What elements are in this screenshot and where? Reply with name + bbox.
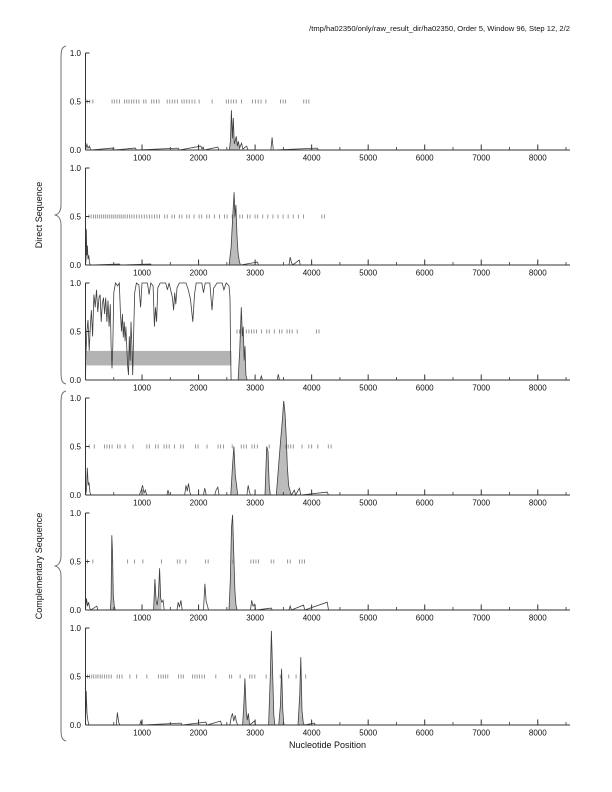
- x-tick-label: 6000: [415, 153, 434, 163]
- x-tick-label: 7000: [472, 153, 491, 163]
- y-tick-label: 0.0: [69, 146, 81, 155]
- x-tick-label: 4000: [302, 268, 321, 278]
- x-tick-label: 5000: [359, 268, 378, 278]
- x-tick-label: 2000: [189, 498, 208, 508]
- panel-complementary-3: [70, 624, 570, 738]
- x-tick-label: 6000: [415, 613, 434, 623]
- x-tick-label: 5000: [359, 728, 378, 738]
- x-tick-label: 4000: [302, 728, 321, 738]
- signal-curve: [86, 110, 571, 150]
- x-tick-label: 1000: [133, 613, 151, 623]
- y-tick-label: 0.5: [69, 442, 81, 452]
- x-tick-label: 6000: [415, 498, 434, 508]
- x-tick-label: 6000: [415, 268, 434, 278]
- direct-group-brace: [55, 46, 67, 384]
- orf-marks: [89, 215, 324, 219]
- y-tick-label: 1.0: [69, 624, 81, 633]
- x-tick-label: 7000: [472, 383, 491, 393]
- gene-region-bar: [87, 351, 232, 366]
- y-tick-label: 0.5: [69, 97, 81, 107]
- y-tick-label: 1.0: [69, 279, 81, 288]
- y-tick-label: 0.5: [69, 672, 81, 682]
- x-axis: [86, 145, 571, 163]
- x-tick-label: 5000: [359, 498, 378, 508]
- x-tick-label: 2000: [189, 383, 208, 393]
- direct-sequence-label: Direct Sequence: [34, 181, 44, 249]
- orf-marks: [89, 445, 331, 449]
- x-tick-label: 5000: [359, 613, 378, 623]
- complementary-sequence-label: Complementary Sequence: [34, 512, 44, 620]
- x-tick-label: 8000: [528, 153, 547, 163]
- x-tick-label: 1000: [133, 498, 151, 508]
- y-tick-label: 1.0: [69, 164, 81, 173]
- orf-marks: [237, 330, 319, 334]
- x-tick-label: 7000: [472, 498, 491, 508]
- x-tick-label: 8000: [528, 498, 547, 508]
- x-tick-label: 4000: [302, 498, 321, 508]
- x-tick-label: 5000: [359, 153, 378, 163]
- x-tick-label: 4000: [302, 153, 321, 163]
- orf-marks: [87, 100, 309, 104]
- signal-curve: [86, 192, 571, 265]
- y-tick-label: 0.0: [69, 376, 81, 385]
- y-tick-label: 0.5: [69, 327, 81, 337]
- x-tick-label: 8000: [528, 613, 547, 623]
- x-tick-label: 6000: [415, 728, 434, 738]
- x-tick-label: 1000: [133, 268, 151, 278]
- x-tick-label: 3000: [246, 268, 265, 278]
- y-tick-label: 0.5: [69, 212, 81, 222]
- panel-direct-3: [70, 279, 570, 393]
- panel-complementary-1: [70, 394, 570, 508]
- x-tick-label: 3000: [246, 383, 265, 393]
- x-tick-label: 8000: [528, 268, 547, 278]
- complementary-group-brace: [55, 391, 67, 741]
- x-tick-label: 6000: [415, 383, 434, 393]
- x-tick-label: 2000: [189, 153, 208, 163]
- y-axis: [70, 49, 90, 155]
- x-axis: [86, 720, 571, 738]
- y-tick-label: 0.0: [69, 261, 81, 270]
- x-axis: [86, 490, 571, 508]
- x-tick-label: 2000: [189, 268, 208, 278]
- y-tick-label: 0.0: [69, 606, 81, 615]
- x-tick-label: 8000: [528, 383, 547, 393]
- figure-title: /tmp/ha02350/only/raw_result_dir/ha02350, Order 5, Window 96, Step 12, 2/2: [309, 24, 570, 33]
- spike-fill: [110, 515, 237, 610]
- panel-complementary-2: [70, 509, 570, 623]
- x-tick-label: 1000: [133, 728, 151, 738]
- x-axis: [86, 375, 571, 393]
- panel-direct-1: [70, 49, 570, 163]
- signal-curve: [86, 283, 571, 380]
- spike-fill: [231, 401, 291, 495]
- x-tick-label: 2000: [189, 728, 208, 738]
- x-tick-label: 4000: [302, 383, 321, 393]
- y-tick-label: 1.0: [69, 49, 81, 58]
- y-axis: [70, 279, 90, 385]
- x-tick-label: 7000: [472, 268, 491, 278]
- y-tick-label: 1.0: [69, 394, 81, 403]
- x-tick-label: 5000: [359, 383, 378, 393]
- x-tick-label: 1000: [133, 383, 151, 393]
- x-tick-label: 7000: [472, 728, 491, 738]
- x-tick-label: 1000: [133, 153, 151, 163]
- signal-curve: [86, 515, 571, 610]
- y-tick-label: 0.0: [69, 491, 81, 500]
- x-tick-label: 8000: [528, 728, 547, 738]
- y-tick-label: 0.5: [69, 557, 81, 567]
- x-tick-label: 3000: [246, 728, 265, 738]
- x-axis: [86, 260, 571, 278]
- panel-direct-2: [70, 164, 570, 278]
- y-tick-label: 0.0: [69, 721, 81, 730]
- x-axis-title: Nucleotide Position: [288, 740, 367, 750]
- x-tick-label: 4000: [302, 613, 321, 623]
- orf-marks: [87, 560, 304, 564]
- y-tick-label: 1.0: [69, 509, 81, 518]
- x-tick-label: 7000: [472, 613, 491, 623]
- x-tick-label: 3000: [246, 498, 265, 508]
- x-tick-label: 3000: [246, 153, 265, 163]
- y-axis: [70, 624, 90, 730]
- x-tick-label: 3000: [246, 613, 265, 623]
- x-tick-label: 2000: [189, 613, 208, 623]
